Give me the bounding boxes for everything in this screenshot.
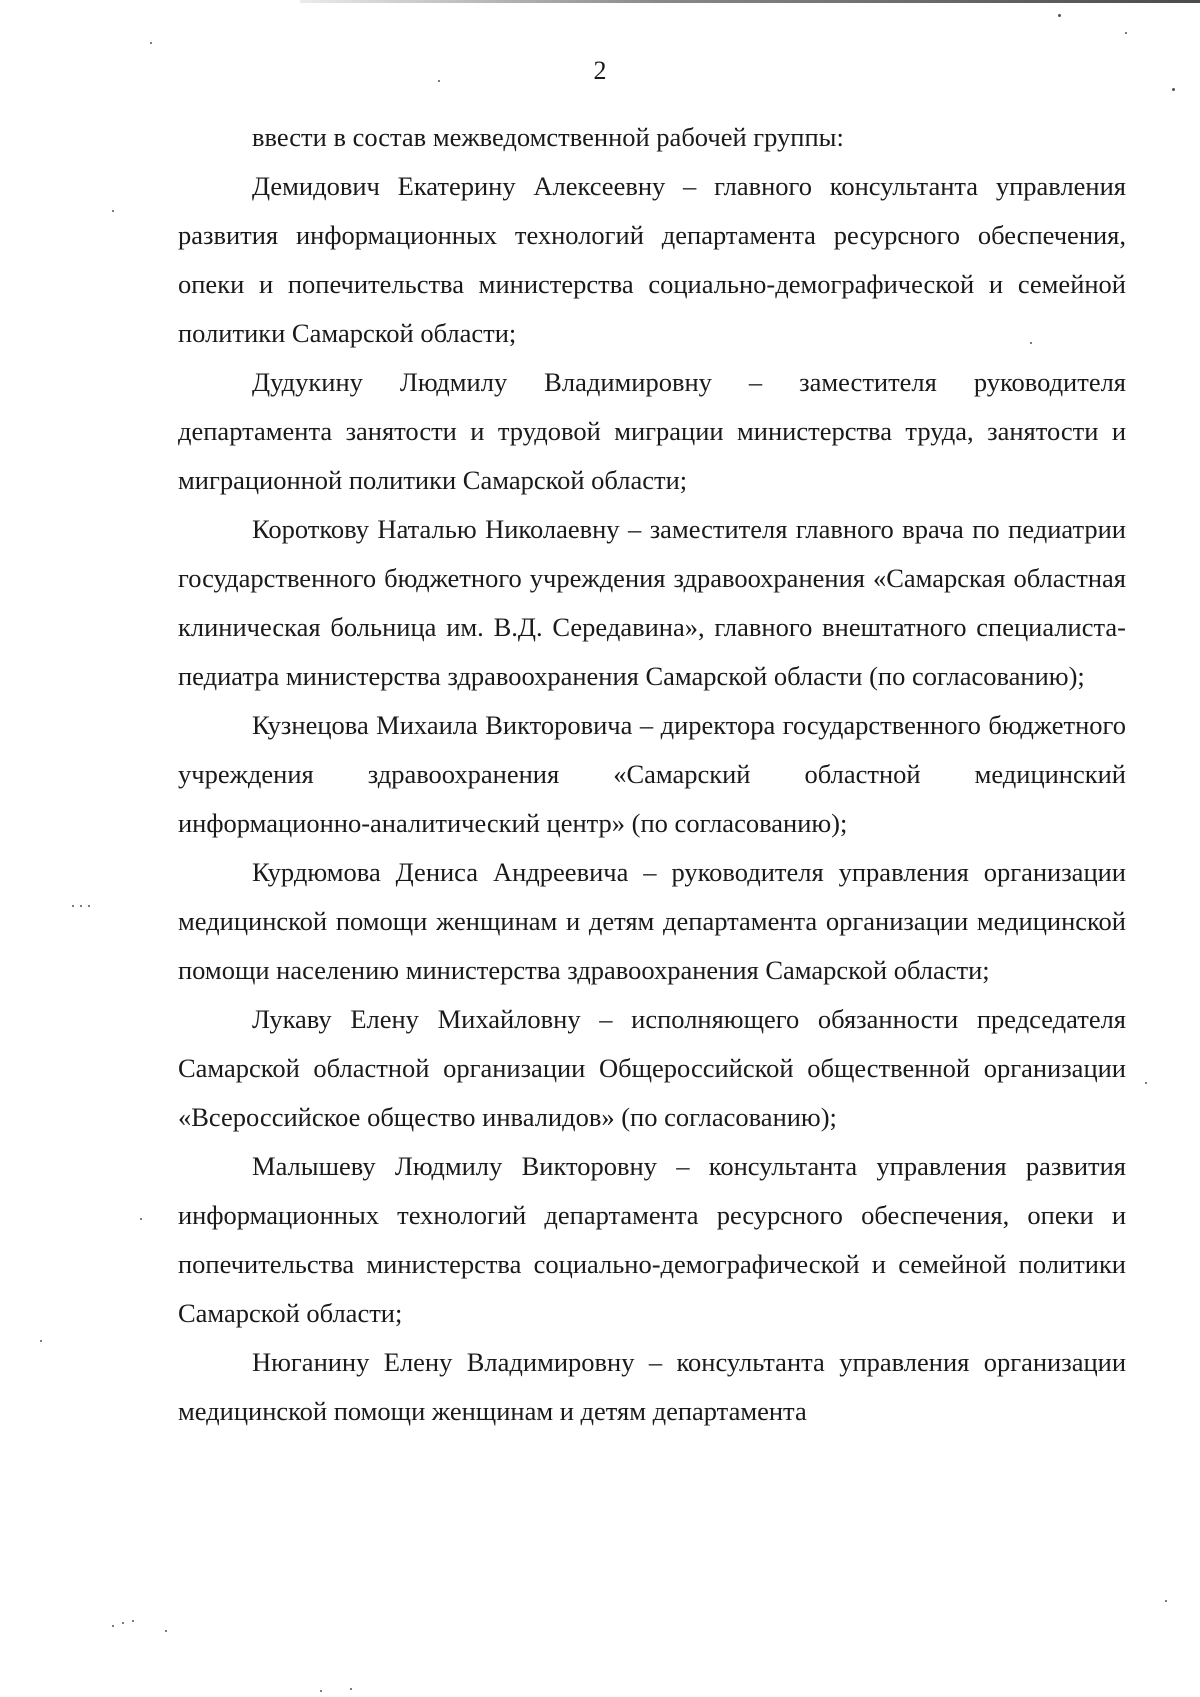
scan-speck (140, 1218, 142, 1220)
scan-speck (165, 1630, 167, 1632)
paragraph-intro: ввести в состав межведомственной рабочей группы: (252, 122, 844, 152)
scan-speck (438, 80, 440, 82)
scan-speck (72, 905, 74, 907)
paragraph-kuznetsov: Кузнецова Михаила Викторовича – директора государственного бюджетного учреждения здравоохранения «Самарский областной медицинский информационно-аналитический центр» (по согласованию); (178, 710, 1126, 838)
scan-speck (112, 1625, 114, 1627)
paragraph-dudukina: Дудукину Людмилу Владимировну – заместителя руководителя департамента занятости и трудовой миграции министерства труда, занятости и миграционной политики Самарской области; (178, 367, 1126, 495)
scan-speck (1165, 1600, 1167, 1602)
paragraph-lukava: Лукаву Елену Михайловну – исполняющего обязанности председателя Самарской областной организации Общероссийской общественной организации «Всероссийское общество инвалидов» (по согласованию); (178, 1004, 1126, 1132)
paragraph-kurdyumov: Курдюмова Дениса Андреевича – руководителя управления организации медицинской помощи женщинам и детям департамента организации медицинской помощи населению министерства здравоохранения Самарской области; (178, 857, 1126, 985)
scan-speck (320, 1690, 322, 1692)
scan-speck (40, 1340, 42, 1342)
scan-speck (150, 42, 152, 44)
scan-top-edge (300, 0, 1200, 3)
scan-speck (1058, 14, 1061, 17)
scan-speck (132, 1620, 134, 1622)
scan-speck (1145, 1082, 1147, 1084)
paragraph-korotkova: Короткову Наталью Николаевну – заместителя главного врача по педиатрии государственного бюджетного учреждения здравоохранения «Самарская областная клиническая больница им. В.Д. Середавина», главного внештатного специалиста-педиатра министерства здравоохранения Самарской области (по согласованию); (178, 514, 1126, 691)
paragraph-demidovich: Демидович Екатерину Алексеевну – главного консультанта управления развития информационных технологий департамента ресурсного обеспечения, опеки и попечительства министерства социально-демографической и семейной политики Самарской области; (178, 171, 1126, 348)
scan-speck (350, 1688, 352, 1690)
document-body (178, 113, 1126, 1436)
scan-speck (1172, 88, 1175, 91)
paragraph-nyuganina: Нюганину Елену Владимировну – консультанта управления организации медицинской помощи женщинам и детям департамента (178, 1347, 1126, 1426)
page-number: 2 (593, 56, 607, 85)
scan-speck (1030, 342, 1032, 344)
paragraph-malysheva: Малышеву Людмилу Викторовну – консультанта управления развития информационных технологий департамента ресурсного обеспечения, опеки и попечительства министерства социально-демографической и семейной политики Самарской области; (178, 1151, 1126, 1328)
scan-speck (80, 905, 82, 907)
scan-speck (1125, 32, 1127, 34)
scan-speck (88, 905, 90, 907)
scan-speck (112, 210, 114, 212)
scan-speck (122, 1622, 124, 1624)
